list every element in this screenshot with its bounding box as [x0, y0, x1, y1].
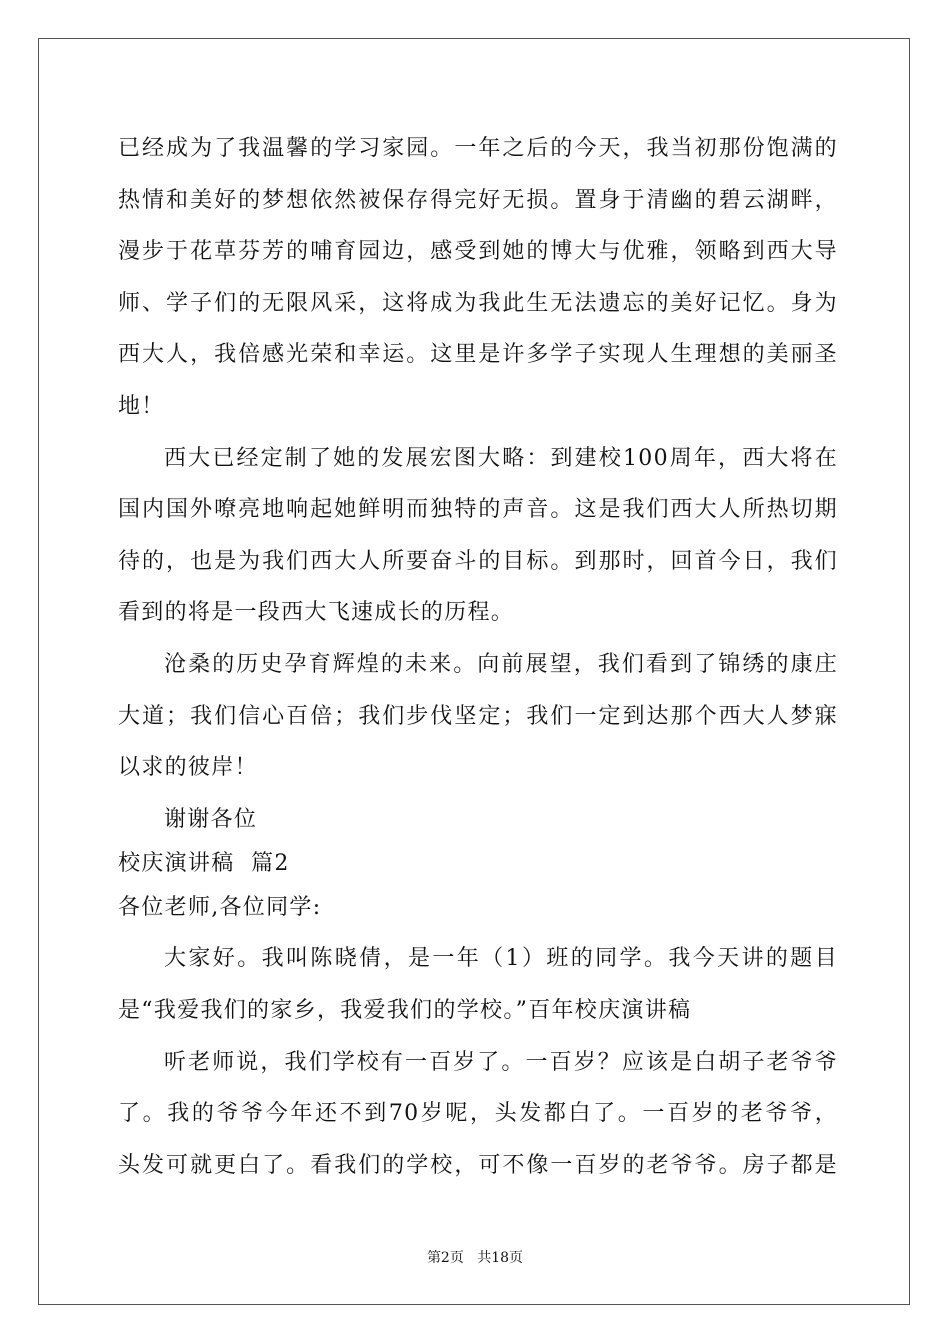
text-line: 看到的将是一段西大飞速成长的历程。 — [118, 600, 515, 626]
text-line: 以求的彼岸！ — [118, 755, 258, 781]
text-line: 地！ — [118, 393, 165, 419]
text-line: 西大人，我倍感光荣和幸运。这里是许多学子实现人生理想的美丽圣 — [118, 342, 838, 368]
section-heading: 校庆演讲稿 篇2 — [118, 850, 290, 876]
text-line: 师、学子们的无限风采，这将成为我此生无法遗忘的美好记忆。身为 — [118, 290, 838, 316]
paragraph-first-line: 沧桑的历史孕育辉煌的未来。向前展望，我们看到了锦绣的康庄 — [164, 651, 838, 677]
page-total: 共18页 — [477, 1250, 524, 1266]
paragraph-first-line: 西大已经定制了她的发展宏图大略：到建校100周年，西大将在 — [164, 445, 838, 471]
paragraph-first-line: 听老师说，我们学校有一百岁了。一百岁？应该是白胡子老爷爷 — [164, 1049, 838, 1075]
text-line: 头发可就更白了。看我们的学校，可不像一百岁的老爷爷。房子都是 — [118, 1152, 838, 1178]
text-line: 了。我的爷爷今年还不到70岁呢，头发都白了。一百岁的老爷爷， — [118, 1101, 838, 1127]
document-body — [118, 128, 838, 1196]
page-number: 第2页 — [426, 1250, 464, 1266]
text-line: 国内国外嘹亮地响起她鲜明而独特的声音。这是我们西大人所热切期 — [118, 497, 838, 523]
text-line: 已经成为了我温馨的学习家园。一年之后的今天，我当初那份饱满的 — [118, 136, 838, 161]
text-line: 热情和美好的梦想依然被保存得完好无损。置身于清幽的碧云湖畔， — [118, 187, 838, 213]
page-footer — [0, 1247, 950, 1267]
text-line: 漫步于花草芬芳的哺育园边，感受到她的博大与优雅，领略到西大导 — [118, 239, 838, 265]
text-line: 大道；我们信心百倍；我们步伐坚定；我们一定到达那个西大人梦寐 — [118, 703, 838, 729]
text-line: 是“我爱我们的家乡，我爱我们的学校。”百年校庆演讲稿 — [118, 997, 692, 1023]
paragraph-first-line: 大家好。我叫陈晓倩，是一年（1）班的同学。我今天讲的题目 — [164, 946, 838, 972]
text-line: 待的，也是为我们西大人所要奋斗的目标。到那时，回首今日，我们 — [118, 548, 838, 574]
salutation: 各位老师,各位同学: — [118, 894, 322, 920]
closing-line: 谢谢各位 — [164, 806, 258, 832]
